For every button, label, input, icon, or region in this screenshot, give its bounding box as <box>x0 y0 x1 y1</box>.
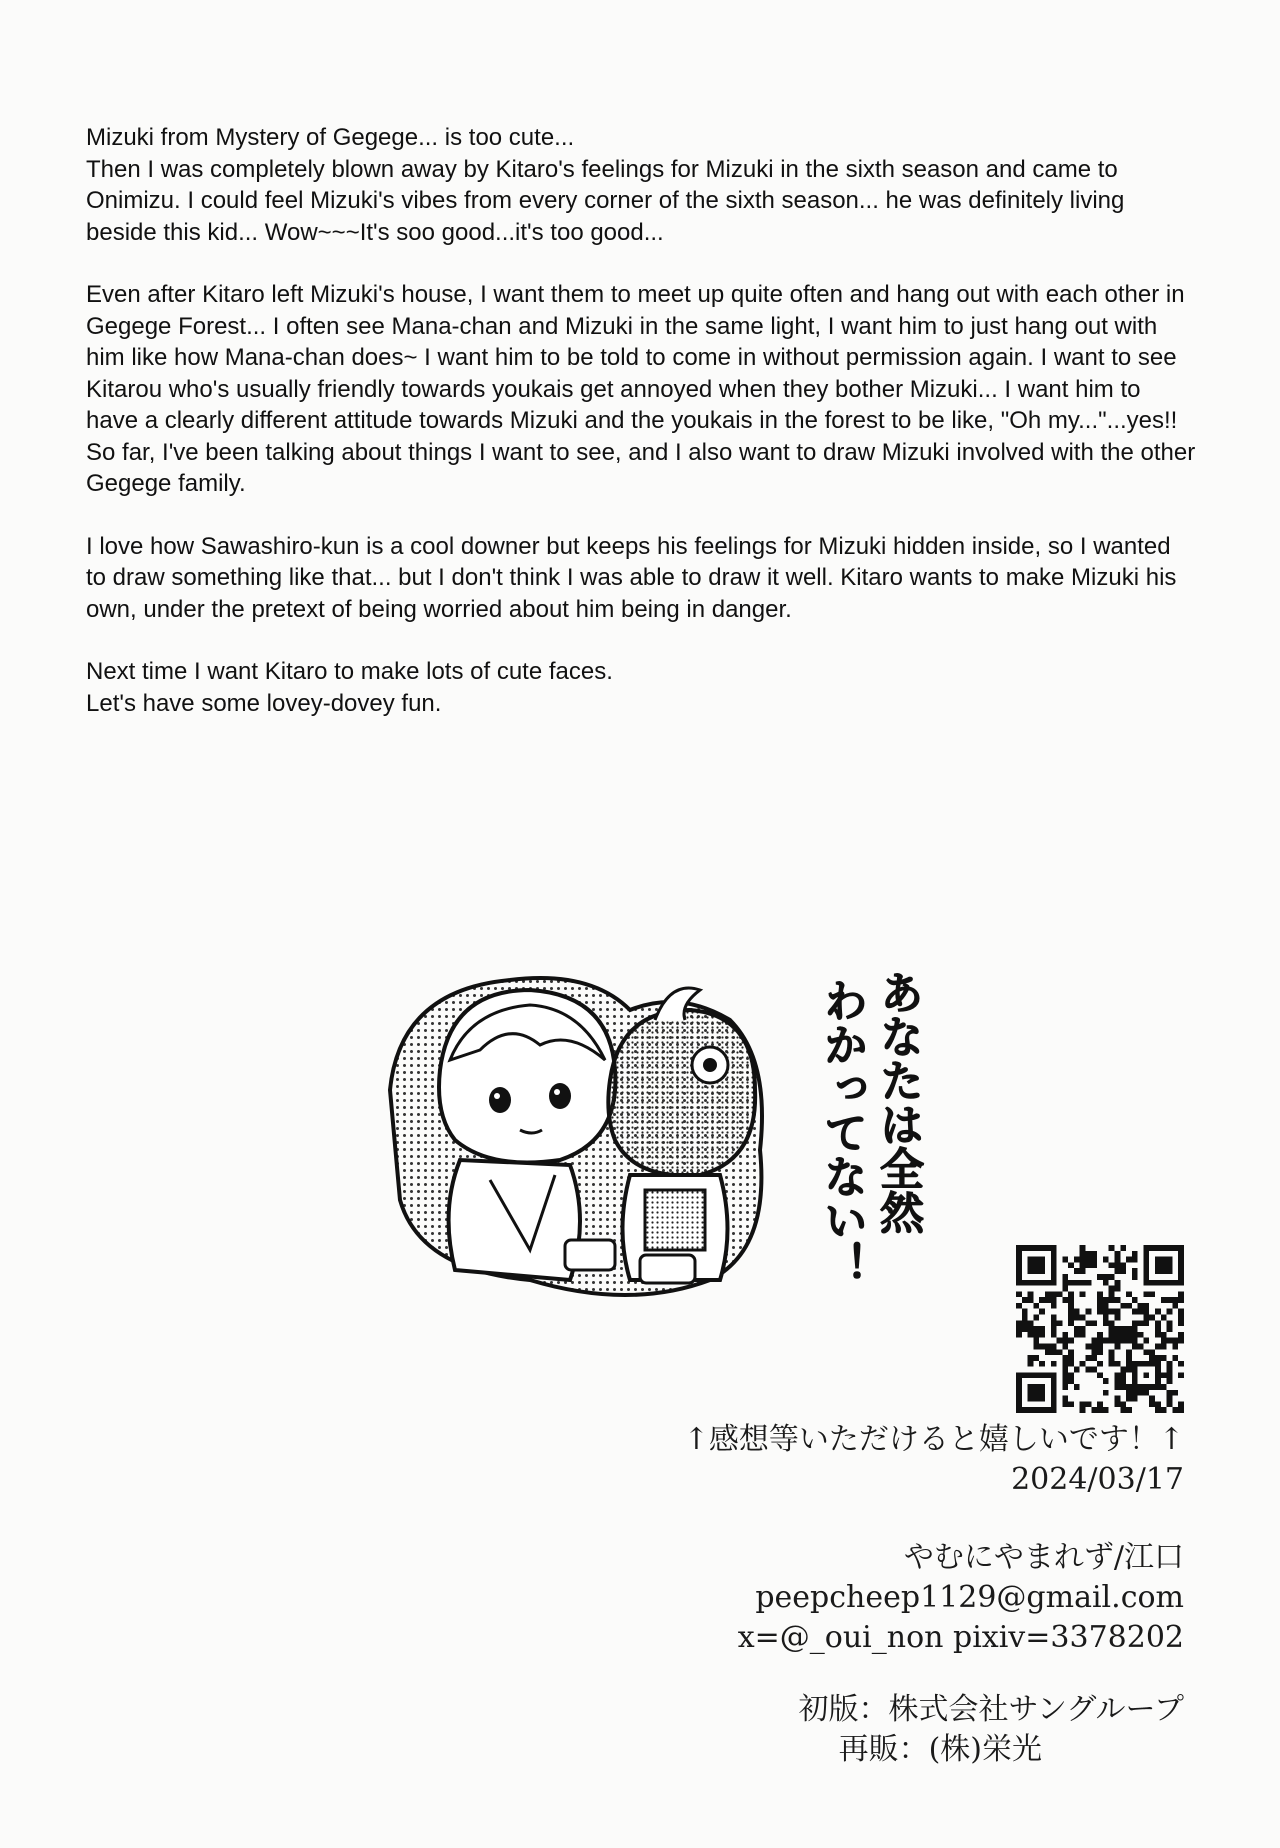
paragraph-4: Next time I want Kitaro to make lots of cute faces. Let's have some lovey-dovey fun. <box>86 658 613 717</box>
afterword-text <box>86 122 1196 750</box>
publication-date: 2024/03/17 <box>1011 1462 1184 1497</box>
social-handles: x=@_oui_non pixiv=3378202 <box>737 1620 1184 1655</box>
reprint-printer: 再販：(株)栄光 <box>838 1732 1042 1767</box>
colophon <box>544 1420 1184 1770</box>
illustration-caption <box>812 970 922 1310</box>
feedback-note: ↑感想等いただけると嬉しいです！↑ <box>683 1422 1184 1457</box>
first-edition-printer: 初版：株式会社サングループ <box>798 1692 1184 1727</box>
contact-email[interactable]: peepcheep1129@gmail.com <box>755 1580 1184 1615</box>
paragraph-1: Mizuki from Mystery of Gegege... is too cute... Then I was completely blown away by Kitaro's feelings for Mizuki in the sixth season and came to Onimizu. I could feel Mizuki's vibes from every corner of the sixth season... he was definitely living beside this kid... Wow~~~It's soo good...it's too good... <box>86 124 1125 246</box>
caption-line-1: あなたは全然 <box>872 970 923 1234</box>
caption-line-2: わかってない！ <box>816 978 867 1286</box>
qr-code[interactable] <box>1016 1245 1184 1413</box>
circle-name: やむにやまれず/江口 <box>903 1540 1184 1575</box>
paragraph-2: Even after Kitaro left Mizuki's house, I want them to meet up quite often and hang out with each other in Gegege Forest... I often see Mana-chan and Mizuki in the same light, I want him to just hang out with him like how Mana-chan does~ I want him to be told to come in without permission again. I want to see Kitarou who's usually friendly towards youkais get annoyed when they bother Mizuki... I want him to have a clearly different attitude towards Mizuki and the youkais in the forest to be like, "Oh my..."...yes!! So far, I've been talking about things I want to see, and I also want to draw Mizuki involved with the other Gegege family. <box>86 281 1196 497</box>
paragraph-3: I love how Sawashiro-kun is a cool downer but keeps his feelings for Mizuki hidden inside, so I wanted to draw something like that... but I don't think I was able to draw it well. Kitaro wants to make Mizuki his own, under the pretext of being worried about him being in danger. <box>86 532 1177 623</box>
